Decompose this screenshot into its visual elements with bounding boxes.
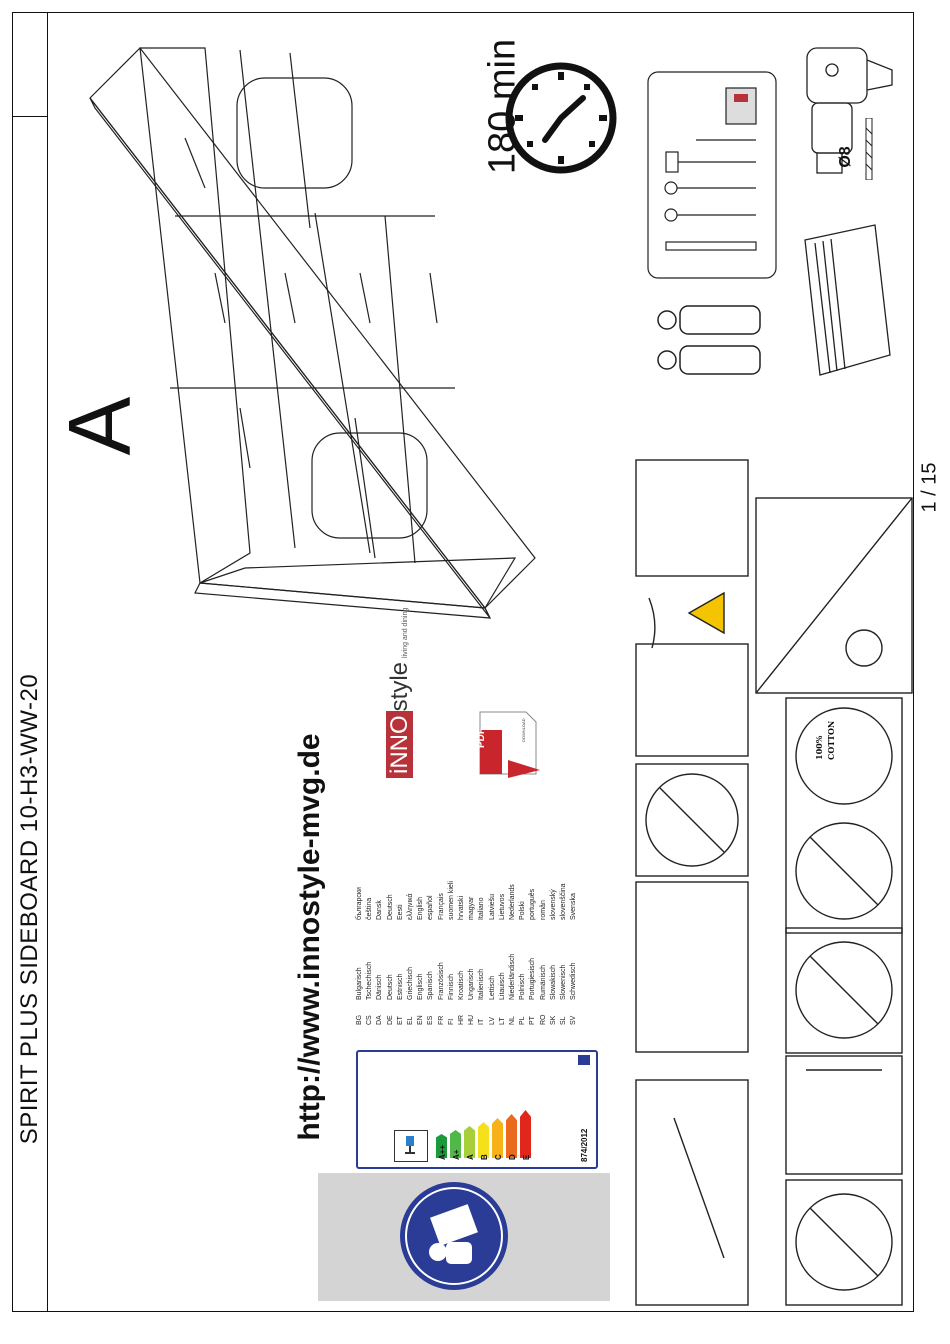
language-native: slovenščina [560,883,567,920]
language-native: slovenský [549,889,557,920]
language-native: Deutsch [386,894,394,920]
language-native: Dansk [376,900,384,920]
language-native: Latviešu [488,893,496,920]
language-code: FR [437,1015,445,1025]
pdf-download-icon[interactable] [478,710,546,780]
energy-class-label: E [522,1154,531,1160]
assembly-time: 180 min [481,38,524,175]
language-code: HU [468,1014,476,1025]
language-native: hrvatski [458,895,465,920]
language-de: Portugiesisch [529,957,537,1000]
language-native: Nederlands [509,884,516,920]
language-de: Polnisch [519,973,527,1000]
energy-class-label: A+ [452,1149,461,1160]
energy-class-bar [520,1110,531,1158]
language-code: PT [529,1016,537,1025]
drill-size: Ø8 [837,146,854,168]
language-de: Finnisch [447,973,455,1000]
language-native: Svenska [570,893,578,920]
language-code: EL [407,1016,414,1025]
language-code: NL [509,1016,516,1025]
language-code: EN [417,1015,425,1025]
brand-tagline: living and dining [402,607,409,658]
language-code: LV [488,1016,496,1025]
language-native: Eesti [396,904,404,920]
language-code: SV [570,1015,578,1025]
language-native: Italiano [478,897,486,920]
brand-logo [386,578,414,778]
language-de: Estnisch [396,973,404,1000]
pdf-label: PDF [476,728,487,748]
language-de: Schwedisch [570,962,578,1000]
language-de: Spanisch [427,971,435,1000]
language-de: Kroatisch [458,970,465,1000]
language-code: LT [498,1017,506,1025]
language-de: Slowenisch [560,964,567,1000]
pdf-download-label: DOWNLOAD [521,718,526,742]
language-native: magyar [468,896,476,920]
language-de: Französisch [437,962,445,1000]
language-native: suomen kieli [447,881,455,920]
energy-class-bar [506,1114,517,1158]
cotton-label: COTTON [826,720,836,760]
language-native: Français [437,893,445,920]
package-box-icon [795,215,895,385]
language-native: español [427,895,435,920]
language-de: Griechisch [407,966,414,1000]
language-code: HR [458,1014,465,1025]
energy-class-label: B [480,1154,489,1160]
language-de: Ungarisch [468,968,476,1000]
language-code: ES [427,1015,435,1025]
language-native: Polski [519,901,527,920]
language-code: FI [447,1018,455,1025]
language-de: Dänisch [376,974,384,1000]
website-url[interactable]: http://www.innostyle-mvg.de [293,733,326,1141]
language-code: CS [366,1015,374,1025]
language-code: PL [519,1016,527,1025]
energy-class-label: C [494,1154,503,1160]
language-code: DE [386,1015,394,1025]
energy-regulation: 874/2012 [580,1128,589,1162]
language-code: SL [560,1016,567,1025]
language-native: čeština [366,897,374,920]
language-de: Lettisch [488,975,496,1000]
language-de: Tschechisch [366,961,374,1000]
language-code: IT [478,1018,486,1025]
language-code: BG [356,1014,363,1025]
language-de: Englisch [417,973,425,1000]
warning-panels [634,458,914,1308]
eu-flag-icon [578,1055,590,1065]
brand-name-highlight: iNNO [386,711,413,778]
language-native: român [539,900,547,920]
energy-class-bar [478,1122,489,1158]
read-manual-icon [398,1180,510,1292]
language-de: Deutsch [386,974,394,1000]
two-persons-icon [655,298,770,388]
language-native: български [356,887,363,920]
energy-class-label: A++ [438,1144,447,1160]
language-code: SK [549,1015,557,1025]
language-de: Rumänisch [539,964,547,1000]
language-de: Bulgarisch [356,967,363,1000]
section-letter: A [50,396,149,456]
lamp-glyph [400,1134,420,1156]
energy-class-label: D [508,1154,517,1160]
language-de: Italienisch [478,968,486,1000]
language-de: Litauisch [498,972,506,1000]
language-de: Niederländisch [509,953,516,1000]
language-native: português [529,888,537,920]
tools-panel [646,70,778,280]
brand-name-rest: style [386,661,413,712]
language-native: Lietuvos [498,893,506,920]
energy-class-label: A [466,1154,475,1160]
document-title: SPIRIT PLUS SIDEBOARD 10-H3-WW-20 [16,673,43,1145]
energy-label [356,1050,598,1169]
language-code: DA [376,1015,384,1025]
language-code: ET [396,1016,404,1025]
drill-bit-icon [864,118,874,180]
language-native: English [417,897,425,920]
energy-class-bar [492,1118,503,1158]
language-code: RO [539,1014,547,1025]
page-number: 1 / 15 [918,462,941,513]
language-native: ελληνικά [407,893,414,920]
language-de: Slowakisch [549,964,557,1000]
cotton-percent: 100% [814,735,824,760]
